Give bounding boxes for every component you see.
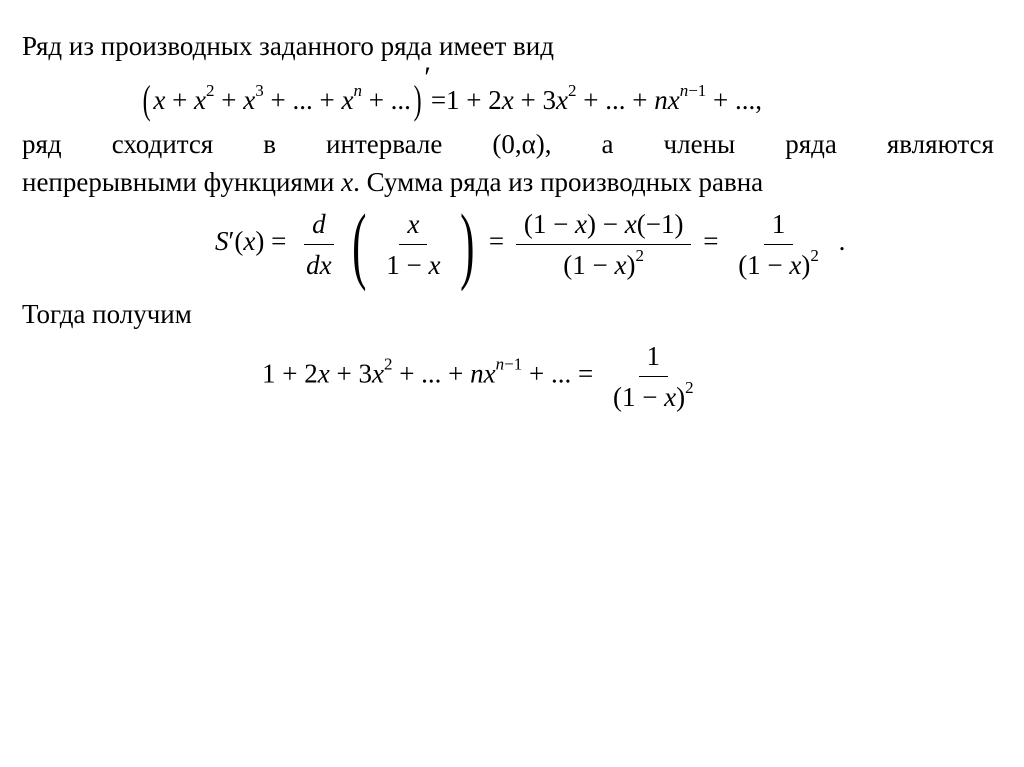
word: являются: [886, 129, 994, 159]
continuity-text-line: непрерывными функциями x. Сумма ряда из производных равна: [22, 167, 764, 197]
word: в: [263, 129, 277, 159]
word: сходится: [111, 129, 214, 159]
interval-notation: (0,α),: [492, 129, 552, 159]
convergence-text-line: [22, 128, 994, 160]
word: члены: [663, 129, 736, 159]
intro-text-line: Ряд из производных заданного ряда имеет вид: [22, 31, 554, 61]
conclusion-text-line: Тогда получим: [22, 299, 192, 329]
word: ряда: [785, 129, 837, 159]
result-formula: $1 + 2x + 3x^2$ + ... + $nx^{n-1}$ + ... = $\frac{1}{(1 - x)^2}$: [262, 338, 707, 415]
word: интервале: [326, 129, 443, 159]
word: ряд: [22, 129, 62, 159]
word: а: [601, 129, 614, 159]
variable-x: x: [341, 167, 354, 197]
sum-derivative-formula: S′(x) = $\frac{d}{dx}$ ( $\frac{x}{1 - x}$ ) = $\frac{(1 - x) - x(-1)}{(1 - x)^2}$ = $\frac{1}{(1 - x)^2}$ .: [215, 196, 846, 292]
derivative-series-formula: ($x + x^2 + x^3$ + ... + $x^n + ...)'=1 + 2x + 3x^2$ + ... + $nx^{n-1}$ + ...,: [142, 61, 763, 122]
